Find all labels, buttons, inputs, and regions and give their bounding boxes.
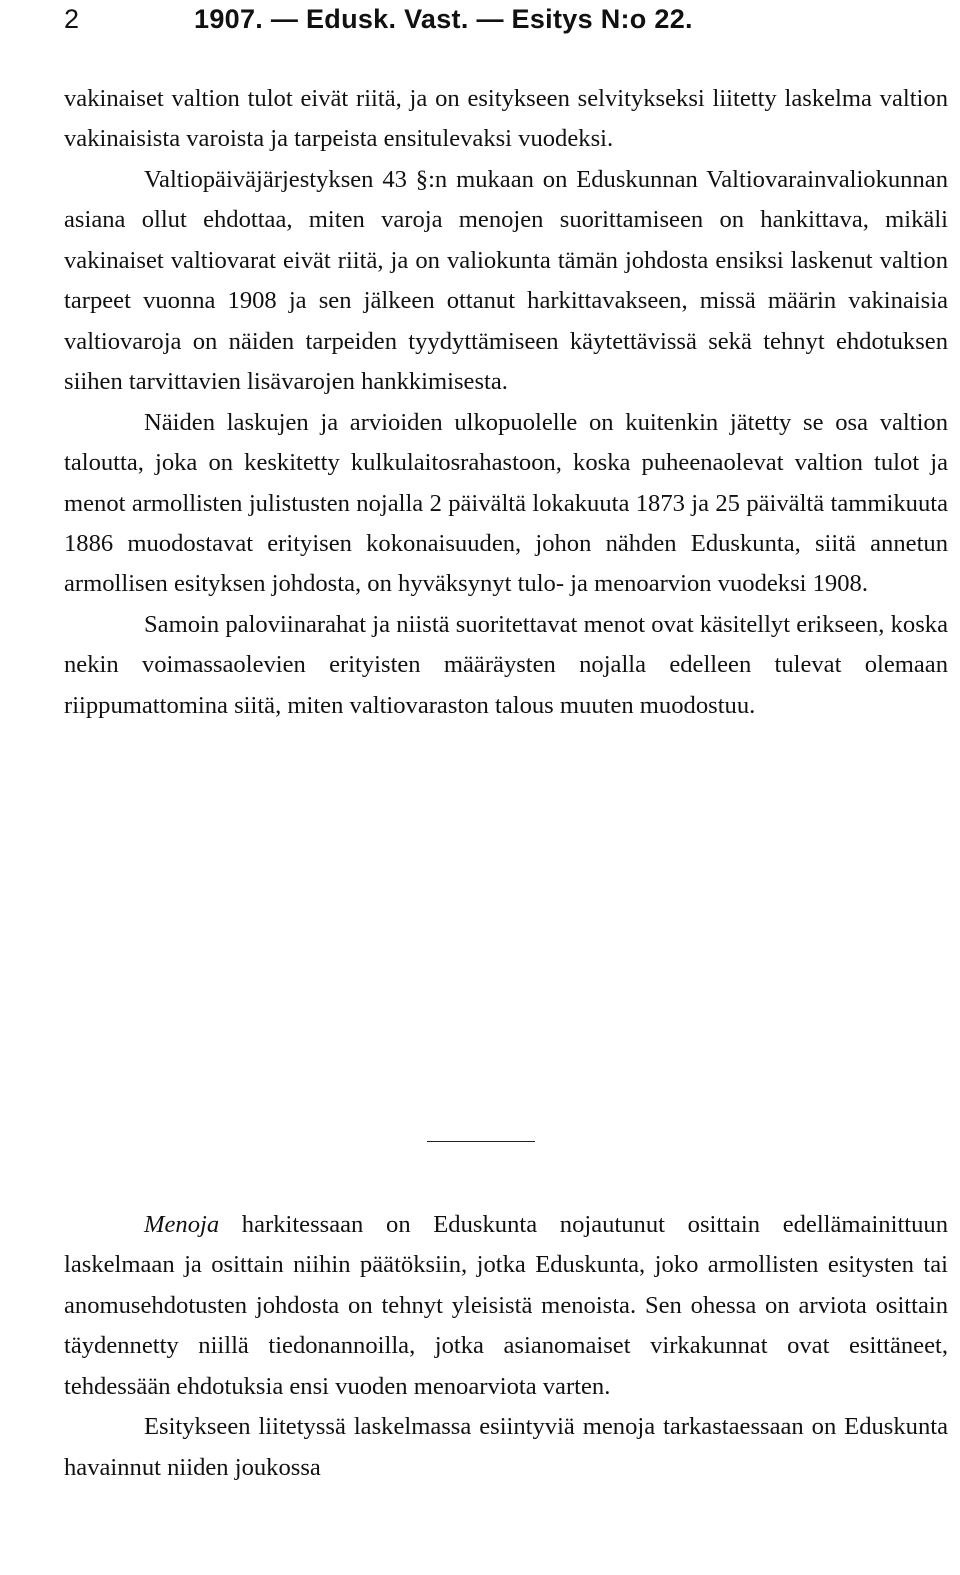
running-title: 1907. — Edusk. Vast. — Esitys N:o 22. [194,4,693,34]
lead-italic-word: Menoja [144,1211,220,1238]
paragraph: Samoin paloviinarahat ja niistä suoritettavat menot ovat käsitellyt erikseen, koska nekin voimassaolevien erityisten määräysten nojalla edelleen tulevat olemaan riippumattomina siitä, miten valtiovaraston talous muuten muodostuu. [64,610,948,719]
page-header [64,4,946,44]
section-divider [427,1141,535,1142]
paragraph: Esitykseen liitetyssä laskelmassa esiintyviä menoja tarkastaessaan on Eduskunta havainnut niiden joukossa [64,1413,948,1481]
page-number: 2 [64,4,80,34]
paragraph: Valtiopäiväjärjestyksen 43 §:n mukaan on Eduskunnan Valtiovarainvaliokunnan asiana ollut ehdottaa, miten varoja menojen suorittamiseen on hankittava, mikäli vakinaiset valtiovarat eivät riitä, ja on valiokunta tämän johdosta ensiksi laskenut valtion tarpeet vuonna 1908 ja sen jälkeen ottanut harkittavakseen, missä määrin vakinaisia valtiovaroja on näiden tarpeiden tyydyttämiseen käytettävissä sekä tehnyt ehdotuksen siihen tarvittavien lisävarojen hankkimisesta. [64,165,948,396]
paragraph: Näiden laskujen ja arvioiden ulkopuolelle on kuitenkin jätetty se osa valtion taloutta, joka on keskitetty kulkulaitosrahastoon, koska puheenaolevat valtion tulot ja menot armollisten julistusten nojalla 2 päivältä lokakuuta 1873 ja 25 päivältä tammikuuta 1886 muodostavat erityisen kokonaisuuden, johon nähden Eduskunta, siitä annetun armollisen esityksen johdosta, on hyväksynyt tulo- ja menoarvion vuodeksi 1908. [64,408,948,598]
paragraph-rest: harkitessaan on Eduskunta nojautunut osittain edellämainittuun laskelmaan ja osittain niihin päätöksiin, jotka Eduskunta, joko armollisten esitysten tai anomusehdotusten johdosta on tehnyt yleisistä menoista. Sen ohessa on arviota osittain täydennetty niillä tiedonannoilla, jotka asianomaiset virkakunnat ovat esittäneet, tehdessään ehdotuksia ensi vuoden menoarviota varten. [64,1211,948,1400]
body-text [64,79,948,726]
paragraph-continuation: vakinaiset valtion tulot eivät riitä, ja on esitykseen selvitykseksi liitetty laskelma valtion vakinaisista varoista ja tarpeista ensitulevaksi vuodeksi. [64,85,948,153]
paragraph [64,1205,948,1407]
body-text-section-2 [64,1205,948,1488]
